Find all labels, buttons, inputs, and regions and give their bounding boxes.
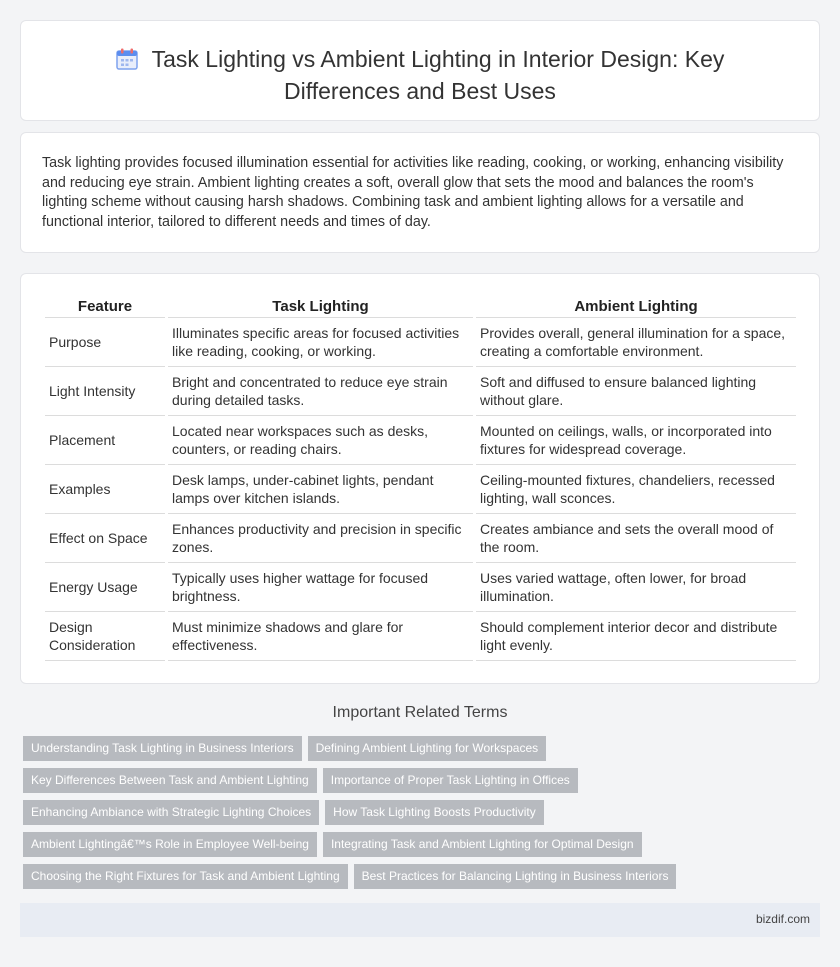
title-line-2: Differences and Best Uses — [284, 78, 556, 104]
table-row — [45, 612, 796, 661]
related-term-tag[interactable]: Understanding Task Lighting in Business Interiors — [23, 736, 302, 761]
site-name[interactable]: bizdif.com — [755, 912, 810, 926]
task-lighting-cell: Located near workspaces such as desks, counters, or reading chairs. — [168, 416, 473, 465]
intro-card — [20, 132, 820, 253]
table-row — [45, 465, 796, 514]
ambient-lighting-cell: Ceiling-mounted fixtures, chandeliers, recessed lighting, wall sconces. — [476, 465, 796, 514]
task-lighting-cell: Enhances productivity and precision in specific zones. — [168, 514, 473, 563]
footer-bar — [20, 903, 820, 937]
table-row — [45, 416, 796, 465]
related-term-tag[interactable]: How Task Lighting Boosts Productivity — [325, 800, 544, 825]
task-lighting-cell: Illuminates specific areas for focused activities like reading, cooking, or working. — [168, 318, 473, 367]
related-term-tag[interactable]: Best Practices for Balancing Lighting in Business Interiors — [354, 864, 677, 889]
feature-cell: Design Consideration — [45, 612, 165, 661]
feature-cell: Examples — [45, 465, 165, 514]
task-lighting-cell: Typically uses higher wattage for focused brightness. — [168, 563, 473, 612]
ambient-lighting-cell: Soft and diffused to ensure balanced lighting without glare. — [476, 367, 796, 416]
related-term-tag[interactable]: Enhancing Ambiance with Strategic Lighting Choices — [23, 800, 319, 825]
related-terms-list — [23, 736, 703, 896]
feature-cell: Placement — [45, 416, 165, 465]
related-term-tag[interactable]: Integrating Task and Ambient Lighting for Optimal Design — [323, 832, 642, 857]
ambient-lighting-cell: Creates ambiance and sets the overall mood of the room. — [476, 514, 796, 563]
calendar-icon — [116, 48, 138, 77]
related-term-tag[interactable]: Ambient Lightingâ€™s Role in Employee Well-being — [23, 832, 317, 857]
related-terms-heading: Important Related Terms — [332, 704, 508, 721]
feature-cell: Purpose — [45, 318, 165, 367]
feature-cell: Effect on Space — [45, 514, 165, 563]
ambient-lighting-cell: Mounted on ceilings, walls, or incorporated into fixtures for widespread coverage. — [476, 416, 796, 465]
column-header-ambient-lighting: Ambient Lighting — [476, 296, 796, 318]
related-term-tag[interactable]: Defining Ambient Lighting for Workspaces — [308, 736, 547, 761]
comparison-table-card — [20, 273, 820, 684]
header-card — [20, 20, 820, 121]
column-header-task-lighting: Task Lighting — [168, 296, 473, 318]
feature-cell: Energy Usage — [45, 563, 165, 612]
table-row — [45, 514, 796, 563]
related-term-tag[interactable]: Choosing the Right Fixtures for Task and Ambient Lighting — [23, 864, 348, 889]
table-row — [45, 318, 796, 367]
table-row — [45, 367, 796, 416]
comparison-table — [42, 296, 799, 661]
feature-cell: Light Intensity — [45, 367, 165, 416]
task-lighting-cell: Bright and concentrated to reduce eye strain during detailed tasks. — [168, 367, 473, 416]
ambient-lighting-cell: Uses varied wattage, often lower, for broad illumination. — [476, 563, 796, 612]
page-title — [21, 45, 819, 106]
table-row — [45, 563, 796, 612]
title-line-1: Task Lighting vs Ambient Lighting in Interior Design: Key — [151, 46, 725, 72]
intro-paragraph: Task lighting provides focused illumination essential for activities like reading, cooking, or working, enhancing visibility and reducing eye strain. Ambient lighting creates a soft, overall glow that sets the mood and balances the room's lighting scheme without causing harsh shadows. Combining task and ambient lighting allows for a versatile and functional interior, tailored to different needs and times of day. — [42, 155, 784, 230]
related-term-tag[interactable]: Key Differences Between Task and Ambient Lighting — [23, 768, 317, 793]
related-term-tag[interactable]: Importance of Proper Task Lighting in Offices — [323, 768, 578, 793]
task-lighting-cell: Desk lamps, under-cabinet lights, pendant lamps over kitchen islands. — [168, 465, 473, 514]
task-lighting-cell: Must minimize shadows and glare for effectiveness. — [168, 612, 473, 661]
ambient-lighting-cell: Provides overall, general illumination for a space, creating a comfortable environment. — [476, 318, 796, 367]
ambient-lighting-cell: Should complement interior decor and distribute light evenly. — [476, 612, 796, 661]
column-header-feature: Feature — [45, 296, 165, 318]
table-header-row — [45, 296, 796, 318]
